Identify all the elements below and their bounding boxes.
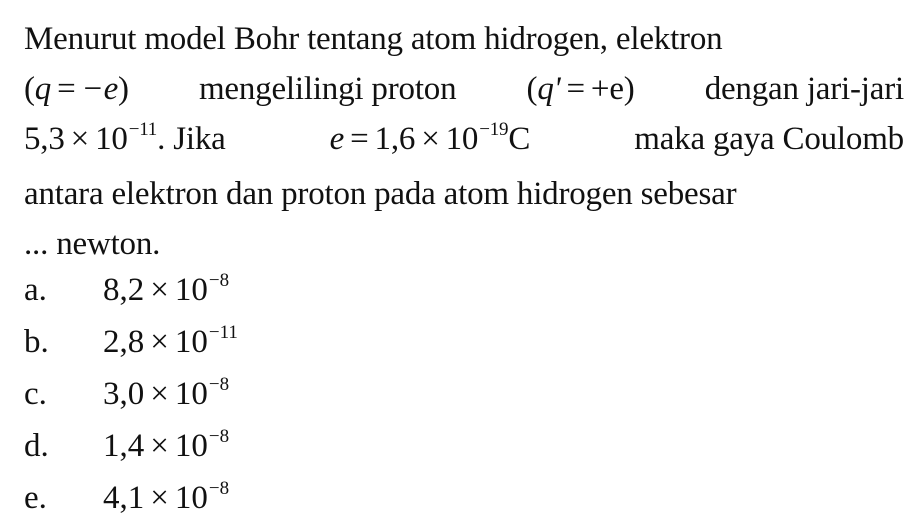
q-prime-variable: q' — [537, 71, 561, 107]
question-line-4-text: antara elektron dan proton pada atom hidrogen sebesar — [24, 176, 737, 212]
answer-options — [24, 264, 238, 524]
option-exponent: −11 — [208, 321, 238, 343]
charge-electron-expression — [24, 64, 129, 114]
question-line-2 — [24, 64, 904, 114]
option-letter: a. — [24, 271, 47, 308]
charge-expression — [330, 114, 531, 169]
text-jika: . Jika — [157, 121, 226, 157]
question-line-2-end: dengan jari-jari — [704, 71, 904, 107]
question-line-3 — [24, 114, 904, 169]
radius-expression — [24, 114, 226, 169]
option-letter: c. — [24, 375, 47, 412]
question-text — [24, 14, 904, 269]
times-sign: × — [70, 121, 90, 157]
option-base: 10 — [174, 323, 208, 360]
option-c[interactable] — [24, 368, 238, 420]
option-mantissa: 8,2 — [103, 271, 145, 308]
paren-open: ( — [24, 71, 35, 107]
option-value — [103, 373, 230, 413]
times-sign: × — [150, 479, 169, 516]
option-letter: d. — [24, 427, 49, 464]
option-letter: b. — [24, 323, 49, 360]
e-variable: e — [329, 121, 345, 157]
times-sign-2: × — [421, 121, 440, 157]
charge-exponent: −19 — [479, 119, 509, 140]
option-exponent: −8 — [208, 477, 230, 499]
option-mantissa: 2,8 — [103, 323, 145, 360]
question-line-2-mid: mengelilingi proton — [198, 71, 457, 107]
question-line-1 — [24, 14, 904, 64]
option-base: 10 — [174, 271, 208, 308]
charge-base: 10 — [445, 121, 479, 157]
charge-unit: C — [508, 121, 531, 157]
equals-sign: = — [57, 71, 76, 107]
times-sign: × — [150, 271, 169, 308]
positive-e: +e — [590, 71, 624, 107]
radius-mantissa: 5,3 — [24, 121, 65, 157]
option-value — [103, 269, 230, 309]
times-sign: × — [150, 323, 169, 360]
option-letter: e. — [24, 479, 47, 516]
option-b[interactable] — [24, 316, 238, 368]
option-exponent: −8 — [208, 269, 230, 291]
negative-e: −e — [81, 71, 119, 107]
question-line-1-text: Menurut model Bohr tentang atom hidrogen, elektron — [24, 21, 723, 57]
option-d[interactable] — [24, 420, 238, 472]
paren-close-2: ) — [623, 71, 635, 107]
question-line-5 — [24, 219, 904, 269]
option-exponent: −8 — [208, 373, 230, 395]
option-a[interactable] — [24, 264, 238, 316]
radius-exponent: −11 — [128, 119, 158, 140]
option-mantissa: 1,4 — [103, 427, 145, 464]
option-value — [103, 425, 230, 465]
question-line-5-text: ... newton. — [24, 226, 161, 262]
q-variable: q — [34, 71, 52, 107]
charge-mantissa: 1,6 — [374, 121, 416, 157]
equals-sign-2: = — [566, 71, 585, 107]
option-e[interactable] — [24, 472, 238, 524]
option-value — [103, 321, 238, 361]
radius-base: 10 — [95, 121, 128, 157]
option-mantissa: 4,1 — [103, 479, 145, 516]
option-base: 10 — [174, 375, 208, 412]
times-sign: × — [150, 427, 169, 464]
charge-proton-expression — [527, 64, 635, 114]
equals-sign-3: = — [350, 121, 369, 157]
option-mantissa: 3,0 — [103, 375, 145, 412]
option-base: 10 — [174, 479, 208, 516]
paren-open-2: ( — [526, 71, 538, 107]
option-value — [103, 477, 230, 517]
question-line-4 — [24, 169, 904, 219]
times-sign: × — [150, 375, 169, 412]
question-line-3-end: maka gaya Coulomb — [634, 121, 904, 157]
option-exponent: −8 — [208, 425, 230, 447]
option-base: 10 — [174, 427, 208, 464]
paren-close: ) — [118, 71, 129, 107]
